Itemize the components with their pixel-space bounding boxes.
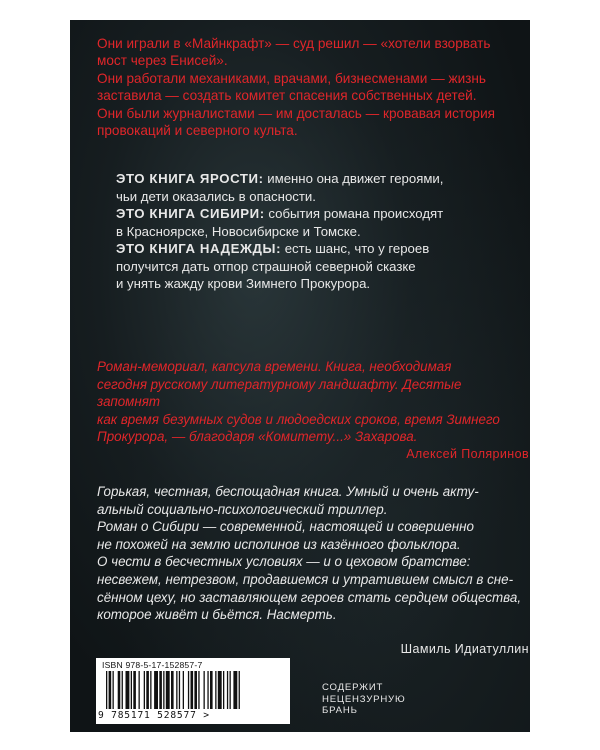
barcode-stripe xyxy=(139,671,140,709)
barcode-stripe xyxy=(131,671,132,709)
warning-line: НЕЦЕНЗУРНУЮ xyxy=(322,693,406,705)
claim-text: в Красноярске, Новосибирске и Томске. xyxy=(116,223,361,239)
claim-heading: ЭТО КНИГА СИБИРИ: xyxy=(116,206,265,221)
barcode-stripe xyxy=(227,671,228,709)
barcode-stripe xyxy=(126,671,130,709)
barcode-stripe xyxy=(207,671,208,709)
barcode-stripe xyxy=(154,671,158,709)
quote-line: несвежем, нетрезвом, продавшемся и утратившем смысл в сне- xyxy=(97,571,514,587)
claim-line xyxy=(116,223,516,241)
barcode-stripe xyxy=(194,671,197,709)
content-warning xyxy=(322,682,405,717)
barcode-stripe xyxy=(204,671,205,709)
claim-line xyxy=(116,170,516,188)
quote-line: альный социально-психологический триллер. xyxy=(97,501,388,517)
barcode-stripe xyxy=(176,671,177,709)
barcode-stripe xyxy=(188,671,189,709)
intro-line: Они работали механиками, врачами, бизнесменами — жизнь xyxy=(97,70,486,86)
barcode-stripe xyxy=(163,671,164,709)
barcode-stripe xyxy=(118,671,121,709)
barcode-stripe xyxy=(171,671,174,709)
claim-line xyxy=(116,188,516,206)
barcode-stripe xyxy=(144,671,145,709)
barcode-stripe xyxy=(223,671,224,709)
claim-line xyxy=(116,205,516,223)
quote-author: Шамиль Идиатуллин xyxy=(400,642,529,656)
intro-line: Они были журналистами — им досталась — кровавая история xyxy=(97,105,496,121)
quote-author: Алексей Поляринов xyxy=(406,447,529,461)
barcode-stripe xyxy=(198,671,199,709)
claim-line xyxy=(116,258,516,276)
barcode-stripe xyxy=(218,671,222,709)
claim-heading: ЭТО КНИГА ЯРОСТИ: xyxy=(116,171,264,186)
quote-line: Горькая, честная, беспощадная книга. Умный и очень акту- xyxy=(97,484,479,499)
quote-line: Роман-мемориал, капсула времени. Книга, необходимая xyxy=(97,359,452,374)
book-back-cover xyxy=(70,20,530,732)
review-quote-polyarinov xyxy=(97,358,529,461)
barcode-stripe xyxy=(109,671,112,709)
barcode-stripe xyxy=(146,671,149,709)
barcode-stripe xyxy=(191,671,194,709)
quote-line: как время безумных судов и людоедских сроков, время Зимнего xyxy=(97,411,500,427)
barcode-stripe xyxy=(159,671,162,709)
quote-line: Прокурора, — благодаря «Комитету...» Захарова. xyxy=(97,429,418,444)
barcode-stripe xyxy=(166,671,170,709)
claim-text: чьи дети оказались в опасности. xyxy=(116,188,316,204)
barcode-stripe xyxy=(150,671,151,709)
quote-line: которое живёт и бьётся. Насмерть. xyxy=(97,607,337,623)
ean-digits: 9 785171 528577 > xyxy=(98,710,210,721)
claim-heading: ЭТО КНИГА НАДЕЖДЫ: xyxy=(116,241,282,256)
intro-line: Они играли в «Майнкрафт» — суд решил — «хотели взорвать xyxy=(97,36,491,51)
claim-text: события романа происходят xyxy=(264,206,444,221)
barcode-stripe xyxy=(230,671,231,709)
warning-line: СОДЕРЖИТ xyxy=(322,682,384,693)
barcode-stripe xyxy=(106,671,107,709)
quote-line: О чести в бесчестных условиях — и о цеховом братстве: xyxy=(97,554,471,570)
warning-line: БРАНЬ xyxy=(322,705,358,717)
barcode-stripe xyxy=(183,671,184,709)
barcode-stripe xyxy=(210,671,213,709)
intro-blurb xyxy=(97,35,517,139)
intro-line: провокаций и северного культа. xyxy=(97,123,298,139)
quote-line: сённом цеху, но заставляющем героев стать сердцем общества, xyxy=(97,589,522,605)
claim-line xyxy=(116,275,516,293)
review-quote-idiatullin xyxy=(97,483,529,656)
barcode-bars xyxy=(106,671,282,709)
barcode-stripe xyxy=(215,671,216,709)
book-claims xyxy=(116,170,516,293)
barcode-stripe xyxy=(233,671,237,709)
isbn-barcode xyxy=(96,658,290,724)
intro-line: мост через Енисей». xyxy=(97,53,228,69)
barcode-stripe xyxy=(239,671,240,709)
barcode-stripe xyxy=(122,671,123,709)
barcode-stripe xyxy=(179,671,180,709)
quote-line: сегодня русскому литературному ландшафту. Десятые запомнят xyxy=(97,376,462,409)
barcode-stripe xyxy=(113,671,114,709)
claim-text: есть шанс, что у героев xyxy=(281,241,430,256)
intro-line: заставила — создать комитет спасения собственных детей. xyxy=(97,88,477,104)
claim-text: и унять жажду крови Зимнего Прокурора. xyxy=(116,276,371,291)
isbn-number: ISBN 978-5-17-152857-7 xyxy=(102,660,203,670)
claim-text: получится дать отпор страшной северной сказке xyxy=(116,258,416,274)
claim-line xyxy=(116,240,516,258)
barcode-stripe xyxy=(133,671,136,709)
claim-text: именно она движет героями, xyxy=(263,171,444,186)
quote-line: Роман о Сибири — современной, настоящей и совершенно xyxy=(97,519,474,535)
quote-line: не похожей на землю исполинов из казённого фольклора. xyxy=(97,536,461,552)
